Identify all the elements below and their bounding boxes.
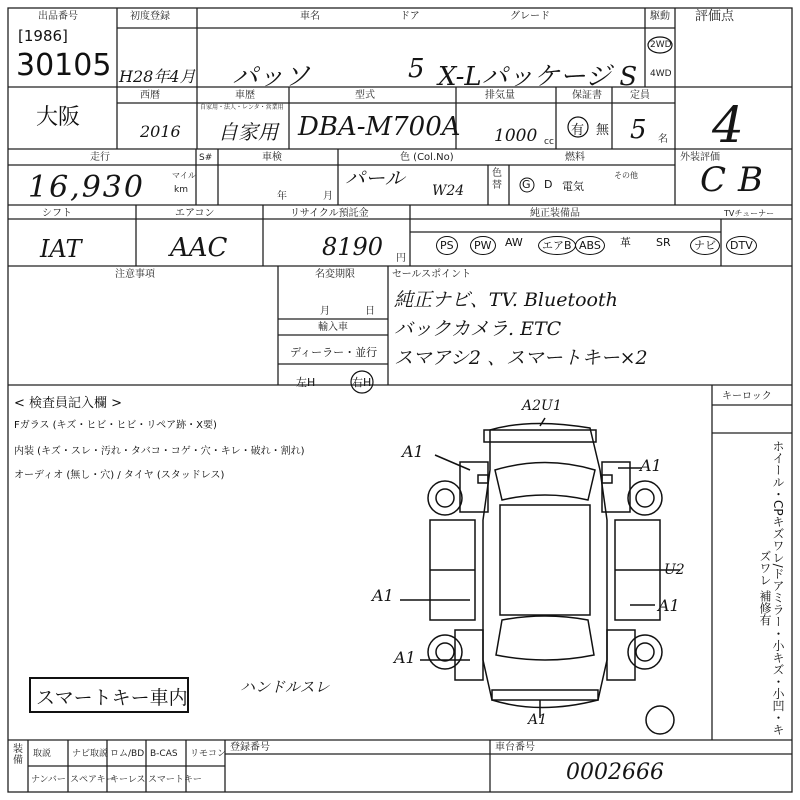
name-change-label: 名変期限: [315, 269, 355, 280]
footer-item: キーレス: [110, 775, 146, 785]
first-registration-value: H28年4月: [119, 67, 196, 86]
shift-label: シフト: [42, 208, 72, 219]
equipment-item: PS: [436, 236, 458, 255]
equipment-label: 純正装備品: [530, 208, 580, 219]
unit-mile: マイル: [172, 171, 196, 180]
lot-code: [1986]: [18, 27, 68, 45]
lot-number: 30105: [16, 48, 112, 83]
mark-front-left: A1: [402, 442, 424, 461]
name-change-month: 月: [320, 306, 330, 317]
color-value: パール: [345, 166, 405, 190]
dealer-parallel: ディーラー・並行: [290, 346, 378, 359]
auction-label: 出品番号: [38, 11, 78, 22]
year-label: 西暦: [140, 90, 160, 101]
score-value: 4: [712, 96, 744, 154]
warranty-no: 無: [596, 123, 610, 138]
equipment-item: PW: [470, 236, 496, 255]
fuel-g: G: [522, 178, 531, 191]
drive-4wd: 4WD: [650, 69, 672, 79]
grade-value: X-Lパッケージ S: [438, 62, 638, 92]
footer-item: B-CAS: [150, 749, 178, 759]
mileage-value: 16,930: [28, 170, 145, 205]
mark-left-door: A1: [372, 586, 394, 605]
reg-number-label: 登録番号: [230, 742, 270, 753]
score-label: 評価点: [695, 9, 735, 24]
aircon-value: AAC: [170, 233, 228, 263]
displacement-unit: cc: [544, 137, 554, 147]
exterior-label: 外装評価: [680, 152, 720, 163]
fuel-electric: 電気: [562, 180, 584, 193]
footer-item: スマートキー: [148, 775, 202, 785]
drive-label: 駆動: [650, 11, 670, 22]
chassis-value: 0002666: [566, 760, 664, 785]
capacity-unit: 名: [658, 134, 668, 145]
exterior-score: B: [738, 160, 763, 200]
recycle-unit: 円: [396, 253, 406, 264]
attention-label: 注意事項: [115, 269, 155, 280]
glass-line: Fガラス (キズ・ヒビ・ヒビ・リペア跡・X要): [14, 420, 217, 431]
color-label: 色 (Col.No): [400, 152, 454, 163]
inspection-date-label: 車検: [262, 152, 282, 163]
mileage-label: 走行: [90, 152, 110, 163]
use-options: 自家用・法人・レンタ・営業用: [200, 104, 284, 111]
use-value: 自家用: [218, 120, 278, 144]
model-value: DBA-M700A: [298, 112, 461, 142]
footer-item: ロム/BD: [110, 749, 145, 759]
model-label: 型式: [355, 90, 375, 101]
warranty-label: 保証書: [572, 90, 602, 101]
unit-km: km: [174, 185, 188, 195]
footer-item: リモコン: [190, 749, 227, 759]
equipment-item: ナビ: [690, 236, 720, 255]
use-label: 車歴: [235, 90, 255, 101]
year-value: 2016: [140, 122, 181, 141]
grade-label: グレード: [510, 11, 550, 22]
equipment-item: SR: [656, 236, 671, 249]
import-label: 輸入車: [318, 322, 348, 333]
smart-key-note: スマートキー車内: [36, 687, 188, 709]
inspection-year-unit: 年: [277, 191, 287, 202]
sales-line-3: スマアシ2 、スマートキー×2: [394, 347, 648, 369]
fuel-d: D: [544, 178, 553, 191]
inspection-title: < 検査員記入欄 >: [14, 396, 123, 411]
mark-right-door: U2: [664, 562, 685, 578]
fuel-label: 燃料: [565, 152, 585, 163]
handle-note: ハンドルスレ: [240, 678, 330, 696]
region: 大阪: [36, 105, 81, 130]
footer-item: スペアキー: [70, 775, 115, 785]
footer-side-label: 装備: [13, 744, 23, 766]
right-hand: 右H: [352, 376, 372, 389]
color-change-label: 色替: [492, 168, 502, 191]
inspection-month-unit: 月: [323, 191, 333, 202]
door-value: 5: [408, 54, 425, 84]
interior-line: 内装 (キズ・スレ・汚れ・タバコ・コゲ・穴・キレ・破れ・割れ): [14, 446, 305, 457]
chassis-label: 車台番号: [495, 742, 535, 753]
recycle-label: リサイクル預託金: [290, 208, 369, 219]
name-change-day: 日: [365, 306, 375, 317]
sales-line-1: 純正ナビ、TV. Bluetooth: [394, 289, 618, 311]
door-label: ドア: [400, 11, 420, 22]
sales-point-label: セールスポイント: [392, 269, 472, 280]
footer-item: 取説: [33, 749, 52, 759]
footer-item: ナビ取説: [72, 749, 109, 759]
equipment-item: ABS: [575, 236, 605, 255]
car-name-label: 車名: [300, 11, 320, 22]
interior-score: C: [700, 160, 727, 200]
footer-item: ナンバー: [31, 775, 66, 785]
drive-2wd: 2WD: [650, 40, 672, 50]
mark-right-rear: A1: [658, 596, 680, 615]
audio-tire-line: オーディオ (無し・穴) / タイヤ (スタッドレス): [14, 470, 225, 481]
capacity-label: 定員: [630, 90, 650, 101]
sales-line-2: バックカメラ. ETC: [394, 318, 562, 340]
recycle-value: 8190: [322, 233, 384, 261]
equipment-item: エアB: [538, 236, 576, 255]
equipment-item: AW: [505, 236, 523, 249]
wheel-mirror-note: ホイール・CPキズワレ/ドアミラー・小キズ・小凹・キズワレ 補修有: [758, 440, 785, 736]
car-name-value: パッソ: [232, 62, 311, 92]
displacement-label: 排気量: [485, 90, 515, 101]
sharyo-label: S#: [199, 153, 213, 163]
mark-roof: A2U1: [522, 398, 562, 414]
aircon-label: エアコン: [175, 208, 215, 219]
displacement-value: 1000: [494, 126, 538, 146]
shift-value: IAT: [40, 235, 82, 263]
equipment-item: DTV: [726, 236, 757, 255]
fuel-other: その他: [614, 171, 638, 180]
capacity-value: 5: [630, 115, 647, 145]
mark-front-right: A1: [640, 456, 662, 475]
equipment-item: 革: [620, 236, 631, 249]
tuner-label: TVチューナー: [724, 209, 775, 218]
mark-rear: A1: [528, 712, 548, 728]
first-registration-label: 初度登録: [130, 11, 170, 22]
color-code: W24: [432, 183, 465, 199]
warranty-yes: 有: [571, 123, 585, 138]
keylock-label: キーロック: [722, 391, 772, 402]
mark-left-rear: A1: [394, 648, 416, 667]
left-hand: 左H: [296, 376, 316, 389]
